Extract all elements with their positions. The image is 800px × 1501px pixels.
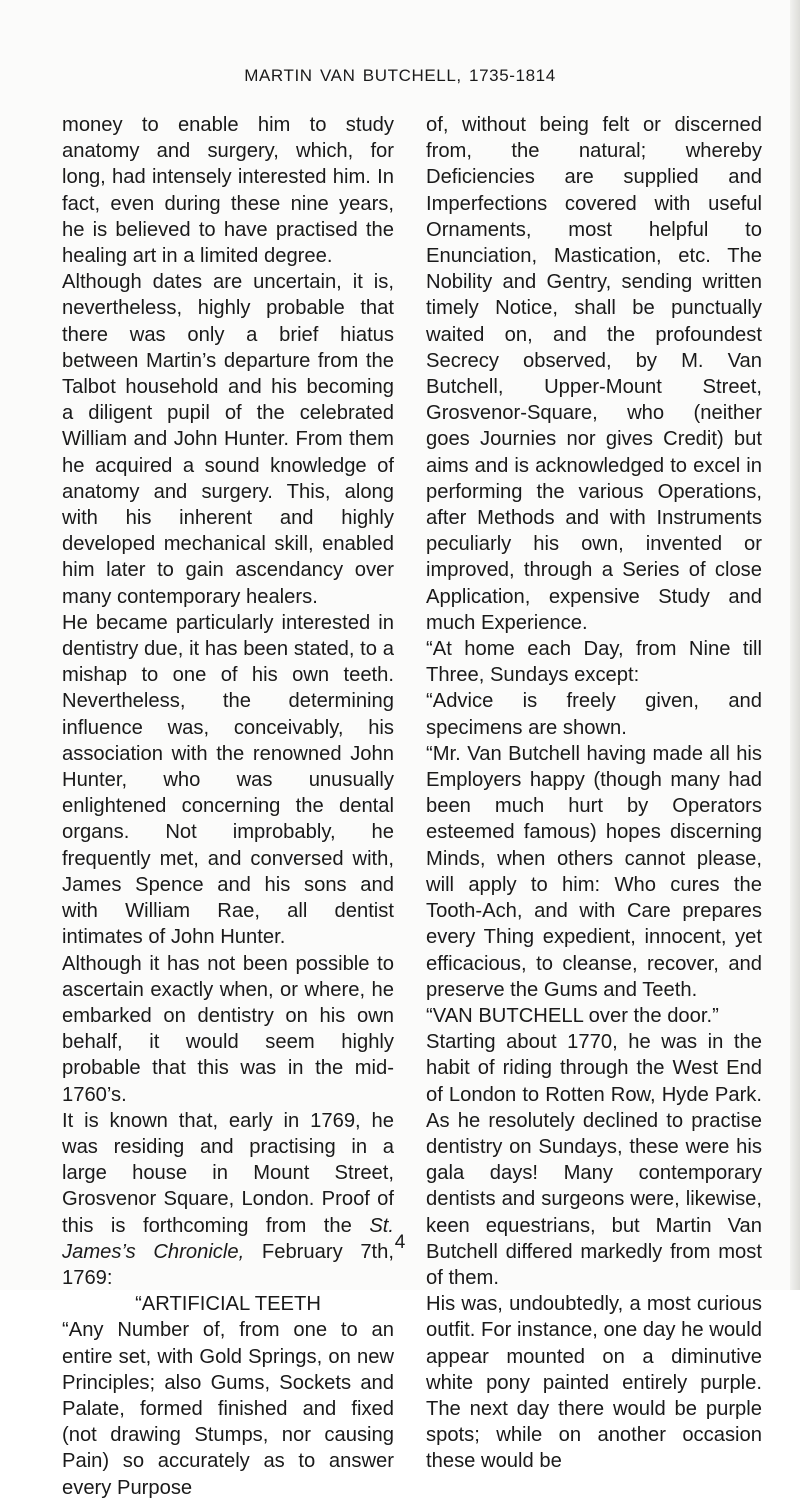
left-column xyxy=(62,112,394,1501)
paragraph: money to enable him to study anatomy and surgery, which, for long, had intensely interested him. In fact, even during these nine years, he is believed to have practised the healing art in a limited degree. xyxy=(62,114,394,268)
paragraph: “Advice is freely given, and specimens are shown. xyxy=(426,690,762,739)
page-edge xyxy=(790,0,800,1290)
paragraph: “Mr. Van Butchell having made all his Employers happy (though many had been much hurt by Operators esteemed famous) hopes discerning Minds, when others cannot please, will apply to him: Who cures the Tooth-Ach, and with Care prepares every Thing expedient, innocent, yet efficacious, to cleanse, recover, and preserve the Gums and Teeth. xyxy=(426,742,762,1001)
paragraph: Although dates are uncertain, it is, nevertheless, highly probable that there was only a brief hiatus between Martin’s departure from the Talbot household and his becoming a diligent pupil of the celebrated William and John Hunter. From them he acquired a sound knowledge of anatomy and surgery. This, along with his inherent and highly developed mechanical skill, enabled him later to gain ascendancy over many contemporary healers. xyxy=(62,271,394,608)
advert-heading: “ARTIFICIAL TEETH xyxy=(135,1293,321,1316)
paragraph: “At home each Day, from Nine till Three, Sundays except: xyxy=(426,638,762,687)
paragraph: His was, undoubtedly, a most curious outfit. For instance, one day he would appear mounted on a diminutive white pony painted entirely purple. The next day there would be purple spots; while on another occasion these would be xyxy=(426,1293,762,1473)
page-number: 4 xyxy=(394,1232,406,1253)
running-head: MARTIN VAN BUTCHELL, 1735-1814 xyxy=(244,66,556,85)
paragraph: Although it has not been possible to ascertain exactly when, or where, he embarked on dentistry on his own behalf, it would seem highly probable that this was in the mid-1760’s. xyxy=(62,952,394,1106)
paragraph xyxy=(62,1108,394,1291)
chronicle-date: February 7th, 1769: xyxy=(62,1240,394,1289)
chronicle-title: St. James’s Chronicle, xyxy=(62,1214,394,1263)
paragraph: Starting about 1770, he was in the habit of riding through the West End of London to Rotten Row, Hyde Park. As he resolutely declined to practise dentistry on Sundays, these were his gala days! Many contemporary dentists and surgeons were, likewise, keen equestrians, but Martin Van Butchell differed markedly from most of them. xyxy=(426,1031,762,1289)
paragraph: “VAN BUTCHELL over the door.” xyxy=(426,1004,719,1027)
right-column xyxy=(426,112,762,1475)
advert-paragraph: “Any Number of, from one to an entire set, with Gold Springs, on new Principles; also Gums, Sockets and Palate, formed finished and fixed (not drawing Stumps, nor causing Pain) so accurately as to answer every Purpose xyxy=(62,1319,394,1499)
paragraph-text: It is known that, early in 1769, he was residing and practising in a large house in Mount Street, Grosvenor Square, London. Proof of this is forthcoming from the xyxy=(62,1109,394,1237)
paragraph: He became particularly interested in dentistry due, it has been stated, to a mishap to one of his own teeth. Nevertheless, the determining influence was, conceivably, his association with the renowned John Hunter, who was unusually enlightened concerning the dental organs. Not improbably, he frequently met, and conversed with, James Spence and his sons and with William Rae, all dentist intimates of John Hunter. xyxy=(62,611,394,949)
paragraph: of, without being felt or discerned from, the natural; whereby Deficiencies are supplied and Imperfections covered with useful Ornaments, most helpful to Enunciation, Mastication, etc. The Nobility and Gentry, sending written timely Notice, shall be punctually waited on, and the profoundest Secrecy observed, by M. Van Butchell, Upper-Mount Street, Grosvenor-Square, who (neither goes Journies nor gives Credit) but aims and is acknowledged to excel in performing the various Operations, after Methods and with Instruments peculiarly his own, invented or improved, through a Series of close Application, expensive Study and much Experience. xyxy=(426,114,762,634)
